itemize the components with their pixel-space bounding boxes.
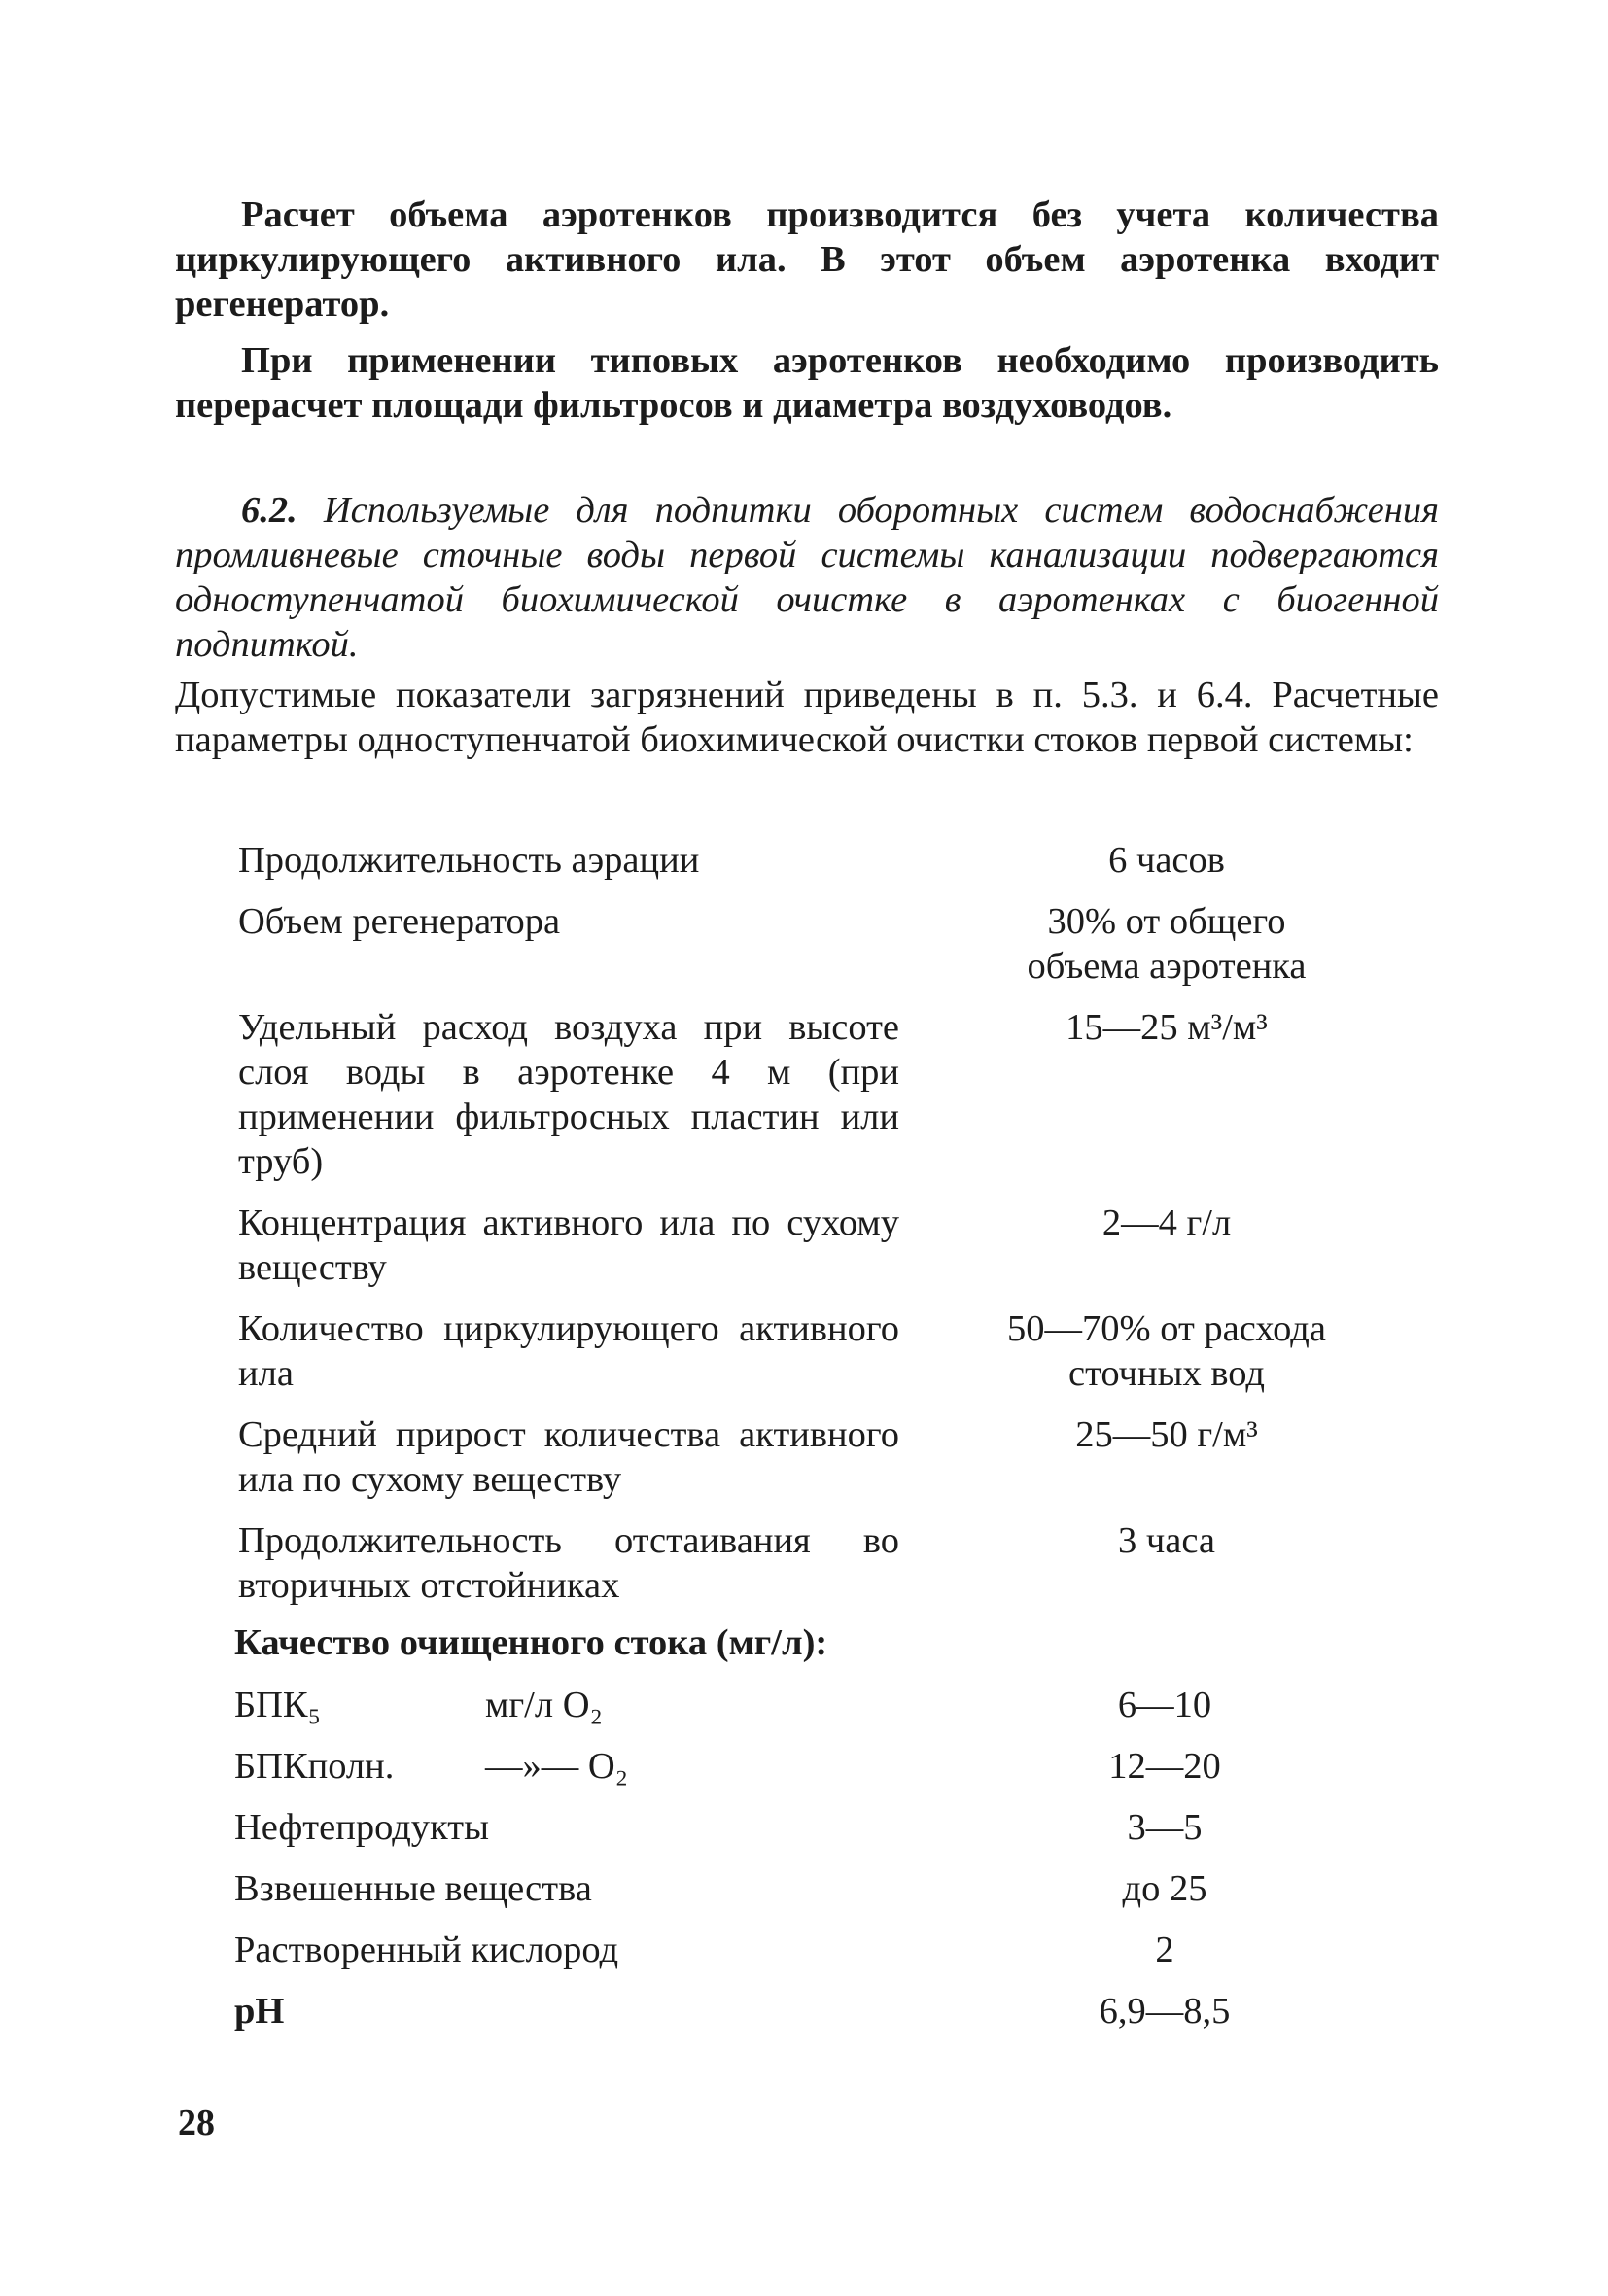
paragraph-section-6-2 <box>175 488 1439 667</box>
paragraph-text: Расчет объема аэротенков производится без учета количества циркулирующего активного ила. В этот объем аэротенка входит регенератор. <box>175 194 1439 325</box>
parameter-value: 3 часа <box>1118 1520 1215 1561</box>
quality-unit: —»— O₂ <box>485 1746 629 1787</box>
parameter-name: Удельный расход воздуха при высоте слоя воды в аэротенке 4 м (при применении фильтросных пластин или труб) <box>238 1007 899 1182</box>
parameter-name: Продолжительность аэрации <box>238 840 700 881</box>
quality-row <box>234 1989 1434 2034</box>
parameter-row <box>238 899 1434 989</box>
paragraph-text <box>175 488 1439 667</box>
parameter-value: 30% от общего объема аэротенка <box>1027 901 1307 987</box>
parameter-value: 50—70% от расхода сточных вод <box>1007 1308 1326 1394</box>
parameter-value: 25—50 г/м³ <box>1075 1414 1258 1455</box>
quality-heading: Качество очищенного стока (мг/л): <box>234 1622 828 1663</box>
quality-name: Растворенный кислород <box>234 1930 619 1970</box>
parameters-table <box>234 838 1434 2050</box>
quality-name: БПК₅ <box>234 1685 322 1725</box>
paragraph-typical-aerotanks <box>175 338 1439 428</box>
quality-row <box>234 1744 1434 1789</box>
quality-row <box>234 1928 1434 1972</box>
quality-name-cell <box>234 1683 895 1727</box>
quality-value: 3—5 <box>1127 1807 1203 1848</box>
paragraph-text: При применении типовых аэротенков необходимо производить перерасчет площади фильтросов и диаметра воздуховодов. <box>175 340 1439 426</box>
quality-row <box>234 1866 1434 1911</box>
section-text: Используемые для подпитки оборотных систем водоснабжения промливневые сточные воды первой системы канализации подвергаются одноступенчатой биохимической очистке в аэротенках с биогенной подпиткой. <box>175 490 1439 665</box>
paragraph-text: Допустимые показатели загрязнений приведены в п. 5.3. и 6.4. Расчетные параметры одноступенчатой биохимической очистки стоков первой системы: <box>175 675 1439 760</box>
quality-row <box>234 1683 1434 1727</box>
quality-row <box>234 1805 1434 1850</box>
parameter-name: Концентрация активного ила по сухому веществу <box>238 1202 899 1288</box>
parameter-name: Количество циркулирующего активного ила <box>238 1308 899 1394</box>
parameter-value: 2—4 г/л <box>1101 1202 1232 1243</box>
parameter-row <box>238 1518 1434 1608</box>
quality-unit: мг/л O₂ <box>485 1685 603 1725</box>
parameter-row <box>238 1306 1434 1396</box>
quality-value: 12—20 <box>1108 1746 1221 1787</box>
page-number: 28 <box>178 2103 215 2143</box>
quality-name: БПКполн. <box>234 1746 395 1787</box>
parameter-row <box>238 1005 1434 1184</box>
quality-value: 2 <box>1155 1930 1174 1970</box>
quality-name: pH <box>234 1991 285 2032</box>
quality-name-cell <box>234 1744 895 1789</box>
quality-value: 6—10 <box>1117 1685 1212 1725</box>
parameter-name: Средний прирост количества активного ила по сухому веществу <box>238 1414 899 1500</box>
parameter-value: 6 часов <box>1108 840 1225 881</box>
parameter-value: 15—25 м³/м³ <box>1066 1007 1268 1048</box>
parameter-row <box>238 1412 1434 1502</box>
paragraph-parameters-intro <box>175 673 1439 762</box>
parameter-name: Объем регенератора <box>238 901 561 942</box>
quality-name: Взвешенные вещества <box>234 1868 592 1909</box>
quality-value: 6,9—8,5 <box>1099 1991 1231 2032</box>
paragraph-aerotank-volume <box>175 192 1439 327</box>
parameter-row <box>238 1200 1434 1290</box>
quality-name: Нефтепродукты <box>234 1807 489 1848</box>
section-number: 6.2. <box>241 490 297 531</box>
parameter-row <box>238 838 1434 883</box>
quality-value: до 25 <box>1122 1868 1207 1909</box>
parameter-name: Продолжительность отстаивания во вторичных отстойниках <box>238 1520 899 1606</box>
